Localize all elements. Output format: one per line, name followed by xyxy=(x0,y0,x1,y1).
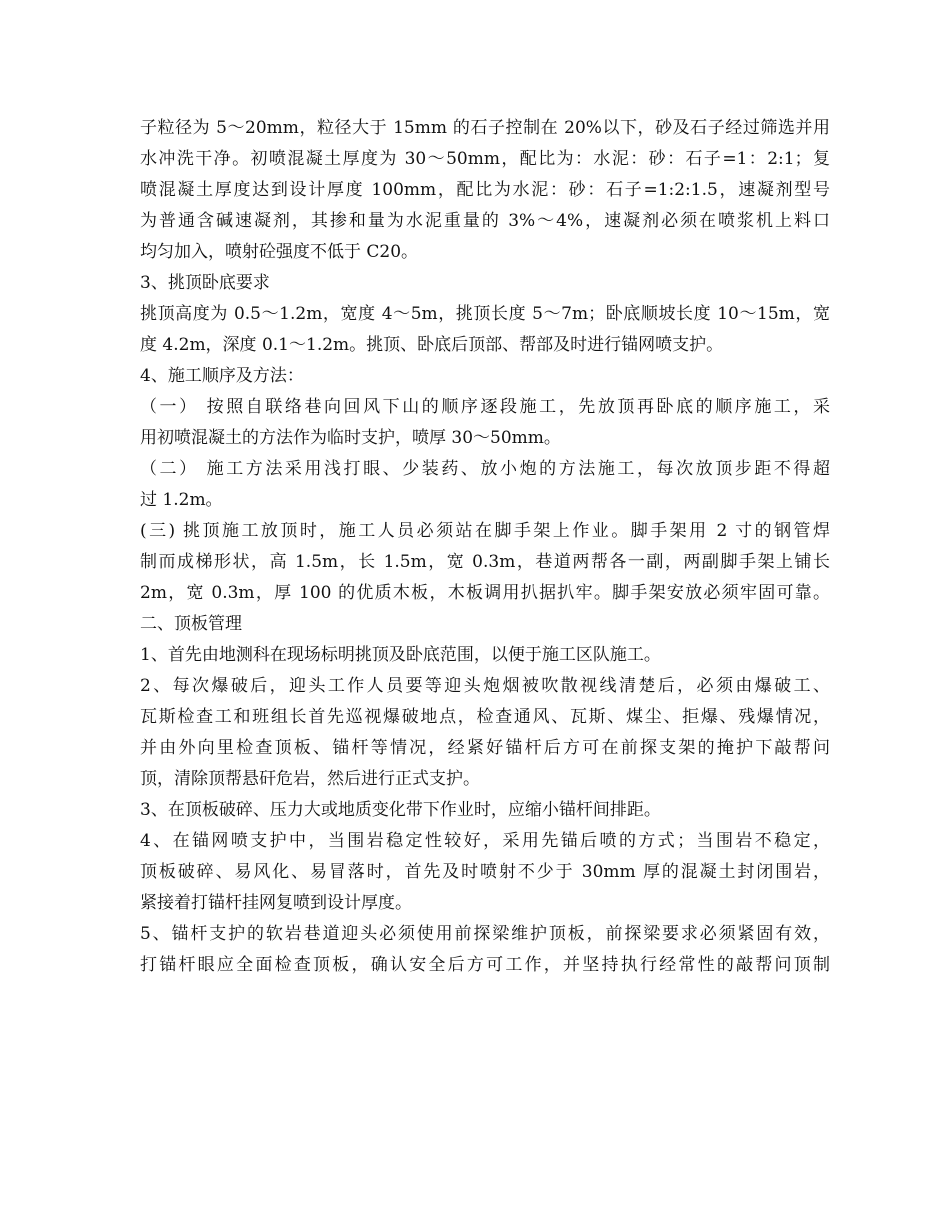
text-line: 4、在锚网喷支护中，当围岩稳定性较好，采用先锚后喷的方式；当围岩不稳定， xyxy=(140,831,830,851)
text-line: （二） 施工方法采用浅打眼、少装药、放小炮的方法施工，每次放顶步距不得超 xyxy=(140,459,830,479)
text-line: 水冲洗干净。初喷混凝土厚度为 30～50mm，配比为：水泥：砂：石子=1：2:1；复 xyxy=(140,149,830,169)
text-line: 瓦斯检查工和班组长首先巡视爆破地点，检查通风、瓦斯、煤尘、拒爆、残爆情况， xyxy=(140,707,830,727)
section-heading: 3、挑顶卧底要求 xyxy=(140,273,270,293)
text-line: (三) 挑顶施工放顶时，施工人员必须站在脚手架上作业。脚手架用 2 寸的钢管焊 xyxy=(140,521,830,541)
section-heading: 二、顶板管理 xyxy=(140,614,242,634)
text-line: 度 4.2m，深度 0.1～1.2m。挑顶、卧底后顶部、帮部及时进行锚网喷支护。 xyxy=(140,335,724,355)
text-line: 为普通含碱速凝剂，其掺和量为水泥重量的 3%～4%，速凝剂必须在喷浆机上料口 xyxy=(140,211,830,231)
section-heading: 4、施工顺序及方法： xyxy=(140,366,304,386)
text-line: 喷混凝土厚度达到设计厚度 100mm，配比为水泥：砂：石子=1:2:1.5，速凝剂型号 xyxy=(140,180,830,200)
text-line: 1、首先由地测科在现场标明挑顶及卧底范围，以便于施工区队施工。 xyxy=(140,645,661,665)
text-line: 3、在顶板破碎、压力大或地质变化带下作业时，应缩小锚杆间排距。 xyxy=(140,800,661,820)
text-line: 5、锚杆支护的软岩巷道迎头必须使用前探梁维护顶板，前探梁要求必须紧固有效， xyxy=(140,924,830,944)
text-line: （一） 按照自联络巷向回风下山的顺序逐段施工，先放顶再卧底的顺序施工，采 xyxy=(140,397,830,417)
text-line: 过 1.2m。 xyxy=(140,490,223,510)
text-line: 2、每次爆破后，迎头工作人员要等迎头炮烟被吹散视线清楚后，必须由爆破工、 xyxy=(140,676,830,696)
document-body xyxy=(140,113,830,981)
text-line: 顶，清除顶帮悬矸危岩，然后进行正式支护。 xyxy=(140,769,480,789)
text-line: 顶板破碎、易风化、易冒落时，首先及时喷射不少于 30mm 厚的混凝土封闭围岩， xyxy=(140,862,830,882)
text-line: 紧接着打锚杆挂网复喷到设计厚度。 xyxy=(140,893,412,913)
text-line: 均匀加入，喷射砼强度不低于 C20。 xyxy=(140,242,419,262)
text-line: 并由外向里检查顶板、锚杆等情况，经紧好锚杆后方可在前探支架的掩护下敲帮问 xyxy=(140,738,830,758)
text-line: 打锚杆眼应全面检查顶板，确认安全后方可工作，并坚持执行经常性的敲帮问顶制 xyxy=(140,955,830,975)
text-line: 用初喷混凝土的方法作为临时支护，喷厚 30～50mm。 xyxy=(140,428,561,448)
text-line: 挑顶高度为 0.5～1.2m，宽度 4～5m，挑顶长度 5～7m；卧底顺坡长度 10～15m，宽 xyxy=(140,304,830,324)
text-line: 2m，宽 0.3m，厚 100 的优质木板，木板调用扒据扒牢。脚手架安放必须牢固可靠。 xyxy=(140,583,830,603)
text-line: 制而成梯形状，高 1.5m，长 1.5m，宽 0.3m，巷道两帮各一副，两副脚手架上铺长 xyxy=(140,552,830,572)
text-line: 子粒径为 5～20mm，粒径大于 15mm 的石子控制在 20%以下，砂及石子经过筛选并用 xyxy=(140,118,830,138)
